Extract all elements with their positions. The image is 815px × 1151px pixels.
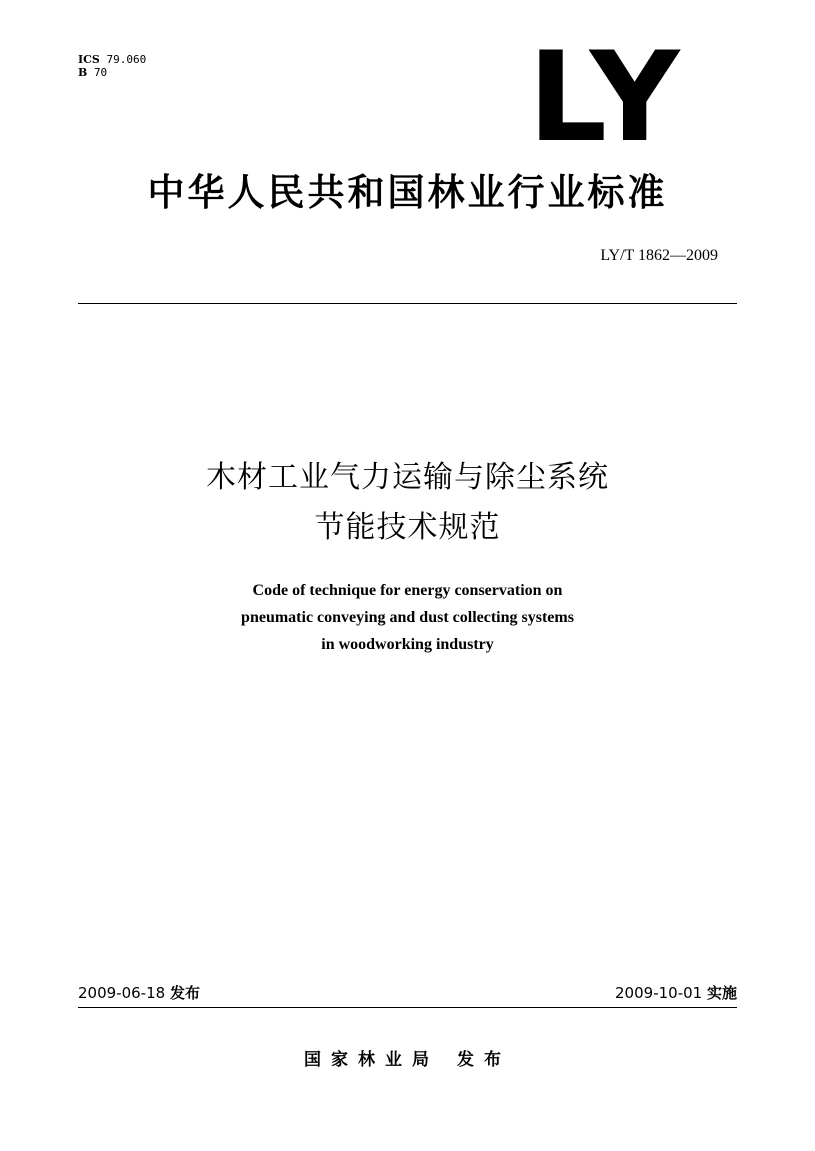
- issuer-name: 国家林业局: [304, 1050, 439, 1070]
- top-divider: [78, 303, 737, 304]
- ics-label: ICS: [78, 53, 100, 66]
- english-title-line-1: Code of technique for energy conservation on: [252, 582, 563, 599]
- ics-code: 79.060: [106, 53, 147, 66]
- standard-type-heading: 中华人民共和国林业行业标准: [147, 171, 668, 214]
- ccs-label: B: [78, 66, 88, 79]
- chinese-title-line-1: 木材工业气力运输与除尘系统: [206, 460, 609, 495]
- bottom-divider: [78, 1007, 737, 1008]
- issuer-action: 发布: [457, 1050, 511, 1070]
- standard-number: LY/T 1862—2009: [600, 247, 718, 264]
- classification-codes: [78, 53, 146, 79]
- effective-date: [615, 983, 737, 1003]
- chinese-title-line-2: 节能技术规范: [314, 510, 501, 545]
- ics-line: [78, 53, 146, 66]
- english-title-line-2: pneumatic conveying and dust collecting systems: [241, 609, 574, 626]
- issue-date: [78, 983, 200, 1003]
- issue-date-value: 2009-06-18: [78, 984, 166, 1002]
- ccs-line: [78, 66, 146, 79]
- effective-date-label: 实施: [706, 984, 737, 1002]
- issuing-authority: [0, 1049, 815, 1071]
- ccs-code: 70: [93, 66, 108, 79]
- standard-logo: LY: [528, 26, 682, 170]
- english-title-line-3: in woodworking industry: [321, 636, 494, 653]
- effective-date-value: 2009-10-01: [615, 984, 703, 1002]
- issue-date-label: 发布: [169, 984, 200, 1002]
